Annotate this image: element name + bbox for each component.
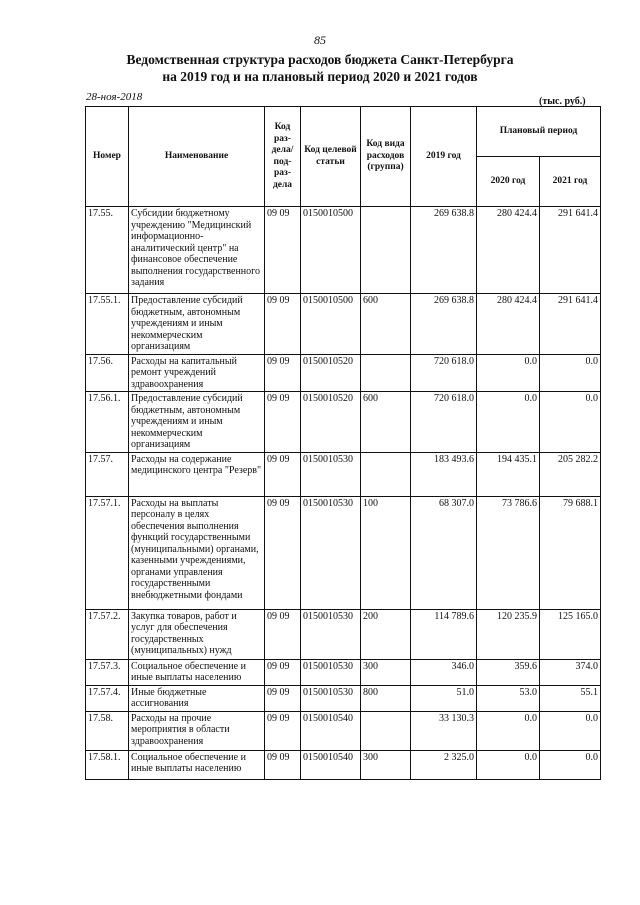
table-row xyxy=(86,354,601,392)
row-expense-type-code xyxy=(361,452,411,496)
row-number: 17.57.1. xyxy=(86,496,129,609)
row-section-code: 09 09 xyxy=(265,609,301,659)
row-amount-2021: 291 641.4 xyxy=(540,207,601,294)
row-amount-2021: 0.0 xyxy=(540,354,601,392)
row-amount-2021: 79 688.1 xyxy=(540,496,601,609)
row-section-code: 09 09 xyxy=(265,452,301,496)
row-expense-type-code xyxy=(361,354,411,392)
row-number: 17.56. xyxy=(86,354,129,392)
row-amount-2019: 68 307.0 xyxy=(411,496,477,609)
page-number: 85 xyxy=(314,33,326,47)
row-amount-2021: 291 641.4 xyxy=(540,294,601,355)
row-amount-2019: 51.0 xyxy=(411,685,477,711)
row-section-code: 09 09 xyxy=(265,750,301,779)
row-amount-2021: 374.0 xyxy=(540,659,601,685)
table-row xyxy=(86,685,601,711)
row-expense-type-code: 300 xyxy=(361,750,411,779)
header-2020: 2020 год xyxy=(477,157,540,207)
row-section-code: 09 09 xyxy=(265,207,301,294)
row-amount-2021: 205 282.2 xyxy=(540,452,601,496)
row-name: Субсидии бюджетному учреждению "Медицинский информационно-аналитический центр" на финансовое обеспечение выполнения государственного задания xyxy=(129,207,265,294)
row-amount-2021: 125 165.0 xyxy=(540,609,601,659)
row-amount-2020: 0.0 xyxy=(477,711,540,750)
row-number: 17.57.3. xyxy=(86,659,129,685)
row-number: 17.56.1. xyxy=(86,392,129,453)
row-target-code: 0150010540 xyxy=(301,711,361,750)
row-section-code: 09 09 xyxy=(265,659,301,685)
header-number: Номер xyxy=(86,107,129,207)
row-number: 17.57.4. xyxy=(86,685,129,711)
row-expense-type-code: 600 xyxy=(361,392,411,453)
row-number: 17.57.2. xyxy=(86,609,129,659)
title-line-1: Ведомственная структура расходов бюджета Санкт-Петербурга xyxy=(126,52,514,67)
row-amount-2021: 55.1 xyxy=(540,685,601,711)
row-amount-2019: 269 638.8 xyxy=(411,207,477,294)
row-target-code: 0150010530 xyxy=(301,659,361,685)
row-amount-2019: 720 618.0 xyxy=(411,354,477,392)
row-section-code: 09 09 xyxy=(265,685,301,711)
row-name: Расходы на капитальный ремонт учреждений здравоохранения xyxy=(129,354,265,392)
row-name: Расходы на выплаты персоналу в целях обеспечения выполнения функций государственными (муниципальными) органами, казенными учреждениями, органами управления государственными внебюджетными фондами xyxy=(129,496,265,609)
row-amount-2020: 280 424.4 xyxy=(477,207,540,294)
table-row xyxy=(86,609,601,659)
row-expense-type-code: 300 xyxy=(361,659,411,685)
row-target-code: 0150010500 xyxy=(301,207,361,294)
row-target-code: 0150010540 xyxy=(301,750,361,779)
row-expense-type-code xyxy=(361,207,411,294)
row-amount-2020: 280 424.4 xyxy=(477,294,540,355)
row-target-code: 0150010530 xyxy=(301,609,361,659)
header-expense-type: Код вида расходов (группа) xyxy=(361,107,411,207)
table-row xyxy=(86,659,601,685)
row-amount-2019: 114 789.6 xyxy=(411,609,477,659)
row-section-code: 09 09 xyxy=(265,711,301,750)
table-row xyxy=(86,207,601,294)
document-date: 28-ноя-2018 xyxy=(86,91,143,103)
row-name: Расходы на содержание медицинского центра "Резерв" xyxy=(129,452,265,496)
row-expense-type-code: 800 xyxy=(361,685,411,711)
budget-table xyxy=(85,106,601,780)
row-expense-type-code: 200 xyxy=(361,609,411,659)
row-amount-2019: 346.0 xyxy=(411,659,477,685)
row-amount-2019: 33 130.3 xyxy=(411,711,477,750)
row-target-code: 0150010520 xyxy=(301,354,361,392)
row-amount-2019: 269 638.8 xyxy=(411,294,477,355)
row-name: Иные бюджетные ассигнования xyxy=(129,685,265,711)
table-row xyxy=(86,711,601,750)
row-amount-2020: 0.0 xyxy=(477,750,540,779)
row-target-code: 0150010500 xyxy=(301,294,361,355)
row-target-code: 0150010530 xyxy=(301,685,361,711)
row-number: 17.58.1. xyxy=(86,750,129,779)
row-section-code: 09 09 xyxy=(265,354,301,392)
row-name: Предоставление субсидий бюджетным, автономным учреждениям и иным некоммерческим организациям xyxy=(129,392,265,453)
row-target-code: 0150010530 xyxy=(301,496,361,609)
row-amount-2019: 2 325.0 xyxy=(411,750,477,779)
table-row xyxy=(86,392,601,453)
table-row xyxy=(86,750,601,779)
row-amount-2021: 0.0 xyxy=(540,392,601,453)
header-name: Наименование xyxy=(129,107,265,207)
row-amount-2020: 73 786.6 xyxy=(477,496,540,609)
row-name: Социальное обеспечение и иные выплаты населению xyxy=(129,659,265,685)
header-2019: 2019 год xyxy=(411,107,477,207)
row-amount-2020: 359.6 xyxy=(477,659,540,685)
row-expense-type-code: 600 xyxy=(361,294,411,355)
row-name: Предоставление субсидий бюджетным, автономным учреждениям и иным некоммерческим организациям xyxy=(129,294,265,355)
row-amount-2020: 120 235.9 xyxy=(477,609,540,659)
table-row xyxy=(86,496,601,609)
row-amount-2019: 720 618.0 xyxy=(411,392,477,453)
table-row xyxy=(86,452,601,496)
table-row xyxy=(86,294,601,355)
header-section: Код раз-дела/ под-раз-дела xyxy=(265,107,301,207)
row-amount-2021: 0.0 xyxy=(540,750,601,779)
row-section-code: 09 09 xyxy=(265,294,301,355)
title-line-2: на 2019 год и на плановый период 2020 и 2021 годов xyxy=(162,69,478,84)
row-section-code: 09 09 xyxy=(265,392,301,453)
row-amount-2020: 194 435.1 xyxy=(477,452,540,496)
row-target-code: 0150010530 xyxy=(301,452,361,496)
header-planned-period: Плановый период xyxy=(477,107,601,157)
row-name: Расходы на прочие мероприятия в области здравоохранения xyxy=(129,711,265,750)
row-expense-type-code: 100 xyxy=(361,496,411,609)
table-body xyxy=(86,207,601,780)
row-amount-2020: 0.0 xyxy=(477,392,540,453)
row-name: Закупка товаров, работ и услуг для обеспечения государственных (муниципальных) нужд xyxy=(129,609,265,659)
row-amount-2021: 0.0 xyxy=(540,711,601,750)
row-number: 17.57. xyxy=(86,452,129,496)
document-title xyxy=(0,51,640,85)
row-number: 17.58. xyxy=(86,711,129,750)
row-amount-2020: 53.0 xyxy=(477,685,540,711)
row-target-code: 0150010520 xyxy=(301,392,361,453)
row-section-code: 09 09 xyxy=(265,496,301,609)
row-name: Социальное обеспечение и иные выплаты населению xyxy=(129,750,265,779)
units-label: (тыс. руб.) xyxy=(539,96,586,107)
header-target: Код целевой статьи xyxy=(301,107,361,207)
header-2021: 2021 год xyxy=(540,157,601,207)
row-number: 17.55. xyxy=(86,207,129,294)
row-amount-2019: 183 493.6 xyxy=(411,452,477,496)
row-expense-type-code xyxy=(361,711,411,750)
row-amount-2020: 0.0 xyxy=(477,354,540,392)
row-number: 17.55.1. xyxy=(86,294,129,355)
